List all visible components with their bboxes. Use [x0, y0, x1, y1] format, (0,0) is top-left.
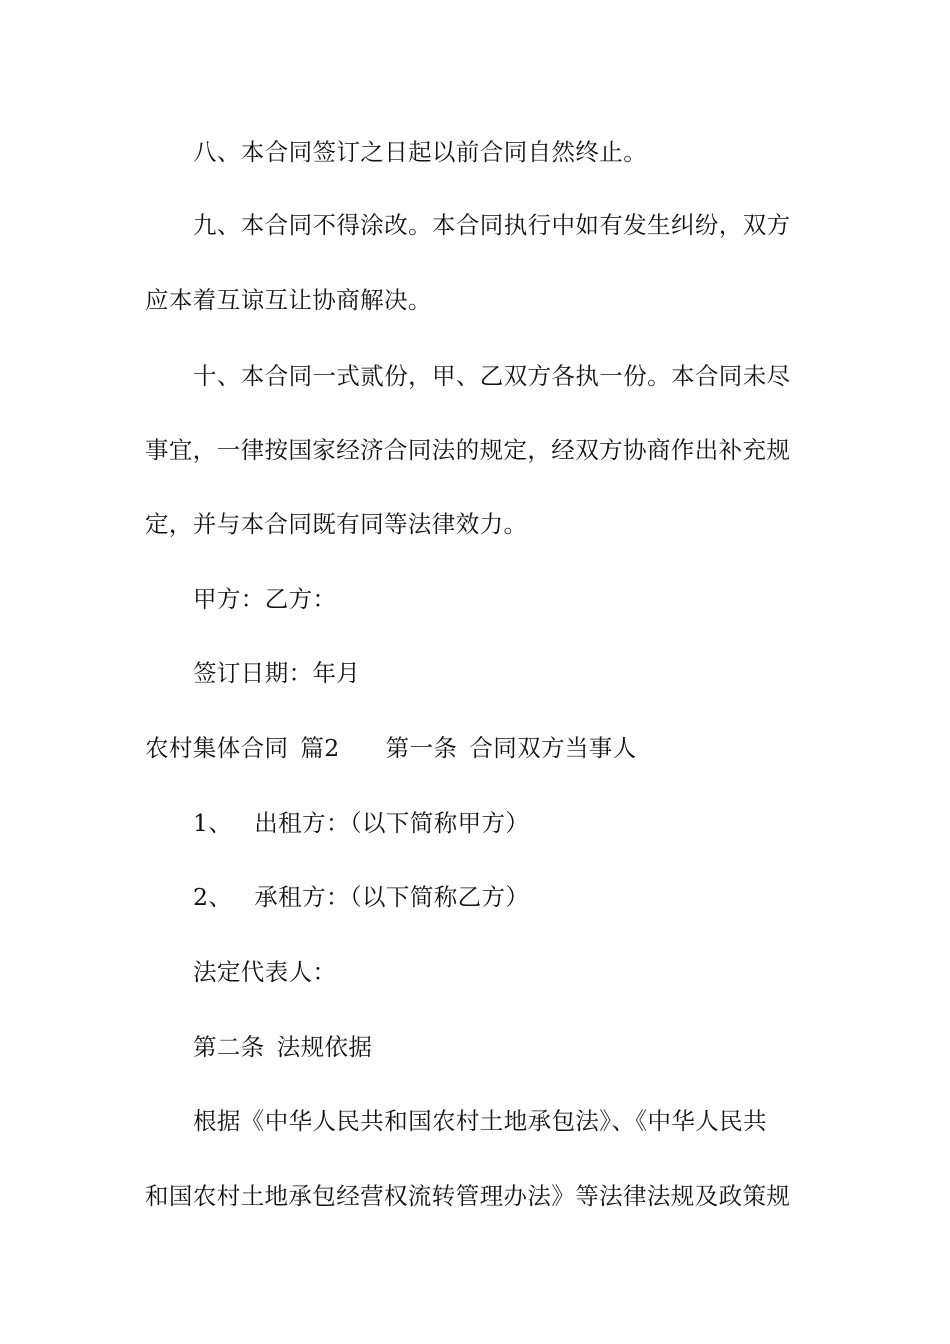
- article-2-label: 第二条: [193, 1033, 265, 1061]
- clause-8: 八、本合同签订之日起以前合同自然终止。: [193, 138, 648, 166]
- clause-9-line-2: 应本着互谅互让协商解决。: [145, 286, 432, 314]
- signing-date: 签订日期：年月: [193, 659, 361, 687]
- article-1-label: 第一条: [385, 734, 458, 762]
- item-2: [193, 882, 529, 912]
- item-2-text: 承租方：（以下简称乙方）: [254, 883, 530, 911]
- section-2-heading: [145, 733, 637, 763]
- part-label: 篇2: [300, 734, 340, 762]
- item-1: [193, 808, 529, 838]
- party-signatures: 甲方：乙方：: [193, 585, 337, 613]
- clause-10-line-1: 十、本合同一式贰份，甲、乙双方各执一份。本合同未尽: [193, 362, 791, 390]
- legal-basis-line-1: 根据《中华人民共和国农村土地承包法》、《中华人民共: [193, 1107, 767, 1135]
- clause-10-line-3: 定，并与本合同既有同等法律效力。: [145, 510, 528, 538]
- item-1-text: 出租方：（以下简称甲方）: [254, 809, 530, 837]
- clause-10-line-2: 事宜，一律按国家经济合同法的规定，经双方协商作出补充规: [145, 436, 791, 464]
- item-2-number: 2、: [193, 883, 233, 911]
- contract-title: 农村集体合同: [145, 734, 289, 762]
- article-1-title: 合同双方当事人: [469, 734, 637, 762]
- legal-basis-line-2: 和国农村土地承包经营权流转管理办法》等法律法规及政策规: [145, 1182, 791, 1210]
- legal-representative: 法定代表人：: [193, 958, 337, 986]
- item-1-number: 1、: [193, 809, 233, 837]
- article-2-title: 法规依据: [276, 1033, 373, 1061]
- article-2-heading: [193, 1032, 372, 1062]
- clause-9-line-1: 九、本合同不得涂改。本合同执行中如有发生纠纷，双方: [193, 211, 791, 239]
